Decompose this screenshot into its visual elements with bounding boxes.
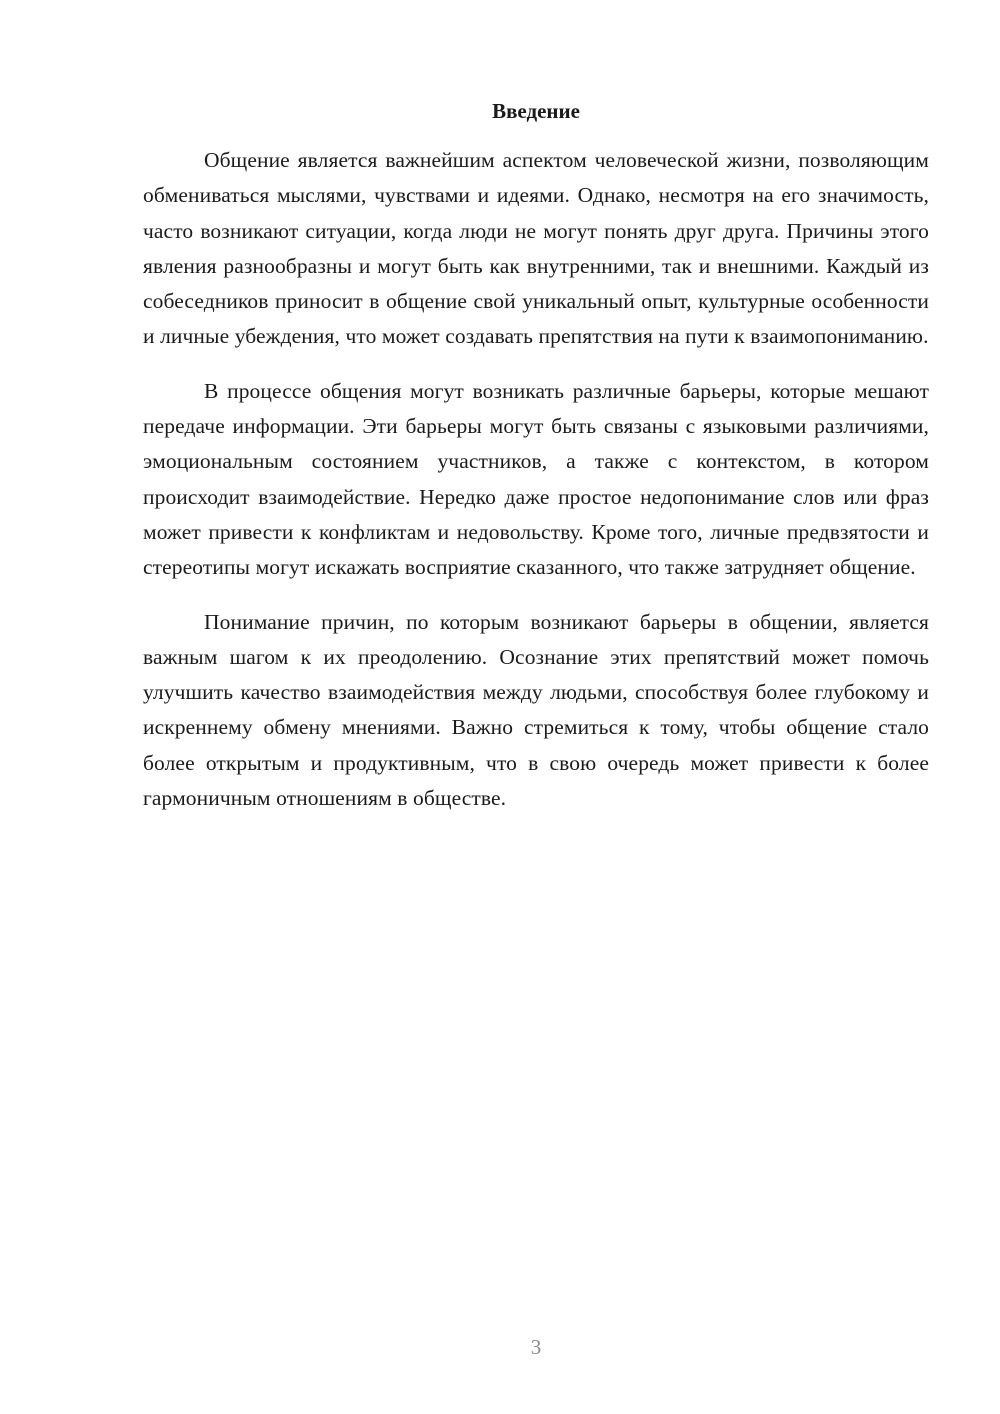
paragraph-3: Понимание причин, по которым возникают барьеры в общении, является важным шагом к их преодолению. Осознание этих препятствий может помочь улучшить качество взаимодействия между людьми, способствуя более глубокому и искреннему обмену мнениями. Важно стремиться к тому, чтобы общение стало более открытым и продуктивным, что в свою очередь может привести к более гармоничным отношениям в обществе. bbox=[143, 609, 929, 811]
paragraph-2: В процессе общения могут возникать различные барьеры, которые мешают передаче информации. Эти барьеры могут быть связаны с языковыми различиями, эмоциональным состоянием участников, а также с контекстом, в котором происходит взаимодействие. Нередко даже простое недопонимание слов или фраз может привести к конфликтам и недовольству. Кроме того, личные предвзятости и стереотипы могут искажать восприятие сказанного, что также затрудняет общение. bbox=[143, 378, 929, 580]
paragraph-1: Общение является важнейшим аспектом человеческой жизни, позволяющим обмениваться мыслями, чувствами и идеями. Однако, несмотря на его значимость, часто возникают ситуации, когда люди не могут понять друг друга. Причины этого явления разнообразны и могут быть как внутренними, так и внешними. Каждый из собеседников приносит в общение свой уникальный опыт, культурные особенности и личные убеждения, что может создавать препятствия на пути к взаимопониманию. bbox=[143, 148, 929, 349]
document-body bbox=[143, 143, 929, 816]
page-number: 3 bbox=[530, 1335, 542, 1359]
page-title: Введение bbox=[492, 99, 580, 123]
